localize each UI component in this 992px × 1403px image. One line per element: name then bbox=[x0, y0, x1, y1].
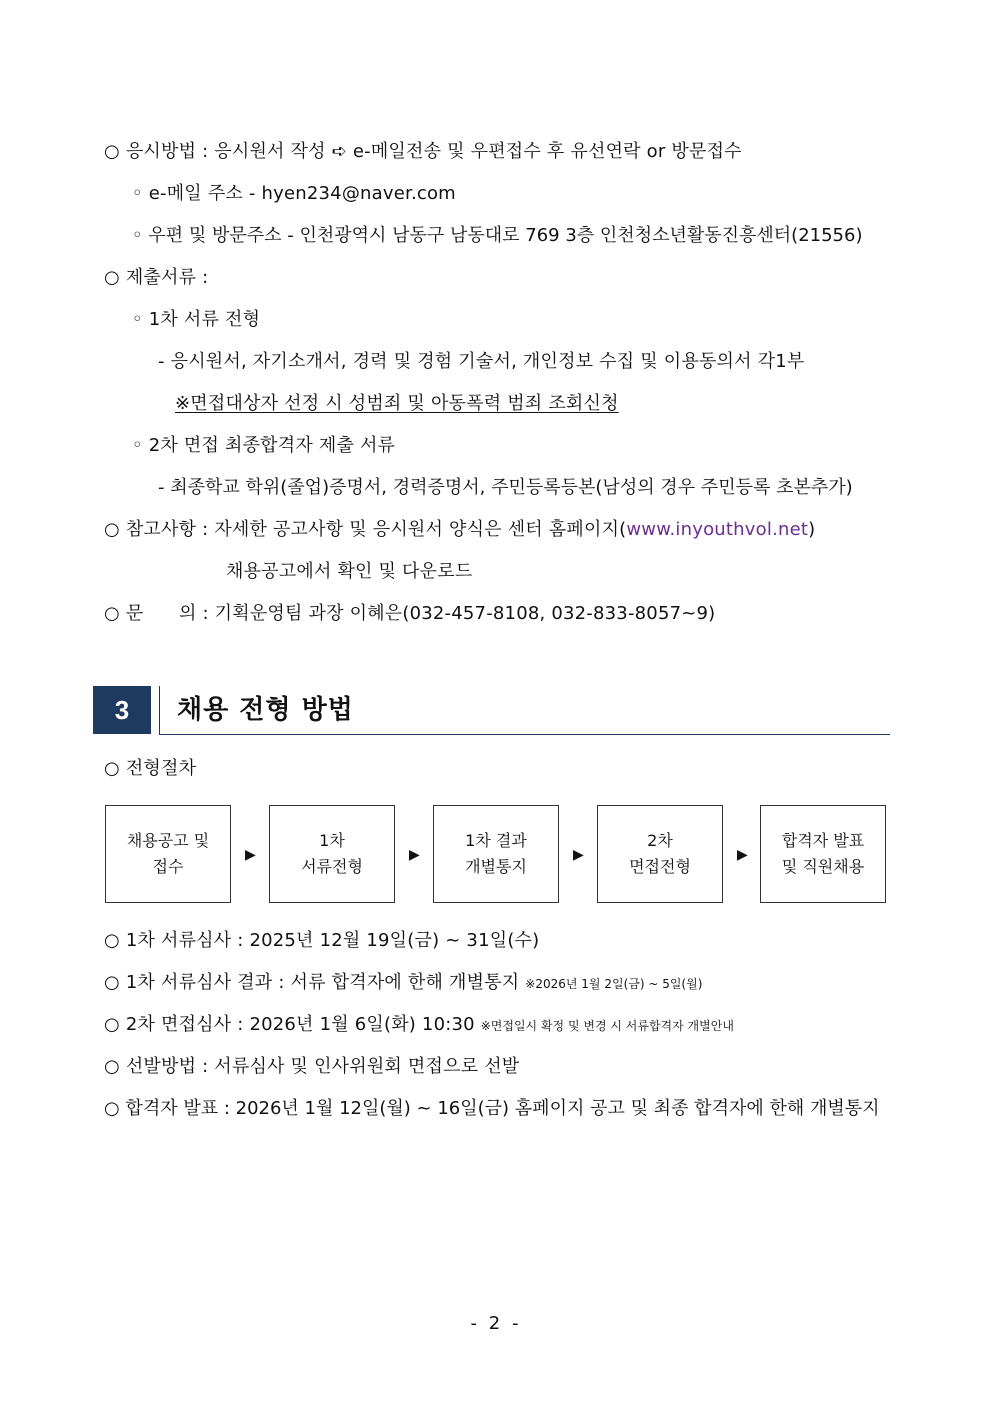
documents-label: 제출서류 : bbox=[125, 267, 209, 288]
email-text: e-메일 주소 - hyen234@naver.com bbox=[148, 183, 456, 204]
section-number: 3 bbox=[93, 686, 151, 734]
first-stage-note: ※면접대상자 선정 시 성범죄 및 아동폭력 범죄 조회신청 bbox=[175, 393, 619, 414]
documents-line bbox=[104, 266, 208, 290]
doc-result-text: 1차 서류심사 결과 : 서류 합격자에 한해 개별통지 bbox=[125, 972, 520, 993]
arrow-right-icon: ▶ bbox=[409, 847, 420, 863]
circle-bullet-icon: ○ bbox=[104, 758, 120, 779]
small-bullet-icon: ◦ bbox=[132, 435, 143, 456]
circle-bullet-icon: ○ bbox=[104, 603, 120, 624]
arrow-right-icon: ▶ bbox=[245, 847, 256, 863]
doc-result-line bbox=[104, 971, 702, 996]
section-title: 채용 전형 방법 bbox=[177, 695, 354, 725]
circle-bullet-icon: ○ bbox=[104, 972, 120, 993]
process-step-2 bbox=[269, 805, 395, 903]
process-step-line1: 1차 결과 bbox=[465, 831, 527, 850]
process-step-line1: 1차 bbox=[319, 831, 345, 850]
section-divider-horizontal bbox=[159, 734, 890, 735]
interview-line bbox=[104, 1013, 734, 1038]
apply-method-line bbox=[104, 140, 742, 164]
process-step-5 bbox=[760, 805, 886, 903]
process-label: 전형절차 bbox=[125, 758, 197, 779]
announcement-line bbox=[104, 1097, 880, 1121]
process-step-4 bbox=[597, 805, 723, 903]
process-step-line2: 및 직원채용 bbox=[781, 857, 865, 876]
reference-text: 참고사항 : 자세한 공고사항 및 응시원서 양식은 센터 홈페이지( bbox=[125, 519, 627, 540]
circle-bullet-icon: ○ bbox=[104, 1056, 120, 1077]
circle-bullet-icon: ○ bbox=[104, 930, 120, 951]
interview-text: 2차 면접심사 : 2026년 1월 6일(화) 10:30 bbox=[125, 1014, 475, 1035]
second-stage-title: 2차 면접 최종합격자 제출 서류 bbox=[148, 435, 396, 456]
apply-method-text: 응시방법 : 응시원서 작성 ➪ e-메일전송 및 우편접수 후 유선연락 or 방문접수 bbox=[125, 141, 742, 162]
process-label-line bbox=[104, 757, 196, 781]
circle-bullet-icon: ○ bbox=[104, 1014, 120, 1035]
process-step-line1: 2차 bbox=[647, 831, 673, 850]
process-step-line1: 합격자 발표 bbox=[781, 831, 865, 850]
circle-bullet-icon: ○ bbox=[104, 141, 120, 162]
reference-close: ) bbox=[808, 519, 816, 540]
page-number: - 2 - bbox=[470, 1313, 522, 1334]
doc-result-note: ※2026년 1월 2일(금) ~ 5일(월) bbox=[525, 977, 703, 991]
small-bullet-icon: ◦ bbox=[132, 225, 143, 246]
announcement-text: 합격자 발표 : 2026년 1월 12일(월) ~ 16일(금) 홈페이지 공고 및 최종 합격자에 한해 개별통지 bbox=[125, 1098, 880, 1119]
interview-note: ※면접일시 확정 및 변경 시 서류합격자 개별안내 bbox=[480, 1019, 734, 1033]
circle-bullet-icon: ○ bbox=[104, 519, 120, 540]
small-bullet-icon: ◦ bbox=[132, 183, 143, 204]
second-stage-item: - 최종학교 학위(졸업)증명서, 경력증명서, 주민등록등본(남성의 경우 주민등록 초본추가) bbox=[158, 477, 853, 498]
doc-review-text: 1차 서류심사 : 2025년 12월 19일(금) ~ 31일(수) bbox=[125, 930, 540, 951]
process-step-3 bbox=[433, 805, 559, 903]
selection-text: 선발방법 : 서류심사 및 인사위원회 면접으로 선발 bbox=[125, 1056, 520, 1077]
circle-bullet-icon: ○ bbox=[104, 1098, 120, 1119]
reference-line bbox=[104, 518, 815, 542]
process-step-line1: 채용공고 및 bbox=[126, 831, 210, 850]
first-stage-item: - 응시원서, 자기소개서, 경력 및 경험 기술서, 개인정보 수집 및 이용동의서 각1부 bbox=[158, 351, 805, 372]
contact-line bbox=[104, 602, 715, 626]
process-step-line2: 접수 bbox=[152, 857, 184, 876]
process-step-line2: 개별통지 bbox=[465, 857, 527, 876]
first-stage-title: 1차 서류 전형 bbox=[148, 309, 261, 330]
small-bullet-icon: ◦ bbox=[132, 309, 143, 330]
first-stage-title-line bbox=[132, 308, 260, 332]
section-divider-vertical bbox=[159, 686, 160, 734]
second-stage-title-line bbox=[132, 434, 395, 458]
process-step-line2: 서류전형 bbox=[301, 857, 363, 876]
homepage-link[interactable]: www.inyouthvol.net bbox=[626, 519, 809, 540]
circle-bullet-icon: ○ bbox=[104, 267, 120, 288]
selection-line bbox=[104, 1055, 519, 1079]
email-line bbox=[132, 182, 456, 206]
process-step-line2: 면접전형 bbox=[629, 857, 691, 876]
arrow-right-icon: ▶ bbox=[573, 847, 584, 863]
section-header bbox=[93, 686, 890, 736]
address-line bbox=[132, 224, 863, 248]
doc-review-line bbox=[104, 929, 539, 953]
contact-text: 문 의 : 기획운영팀 과장 이혜은(032-457-8108, 032-833-8057~9) bbox=[125, 603, 716, 624]
reference-line2: 채용공고에서 확인 및 다운로드 bbox=[226, 561, 473, 582]
address-text: 우편 및 방문주소 - 인천광역시 남동구 남동대로 769 3층 인천청소년활동진흥센터(21556) bbox=[148, 225, 863, 246]
process-step-1 bbox=[105, 805, 231, 903]
arrow-right-icon: ▶ bbox=[737, 847, 748, 863]
